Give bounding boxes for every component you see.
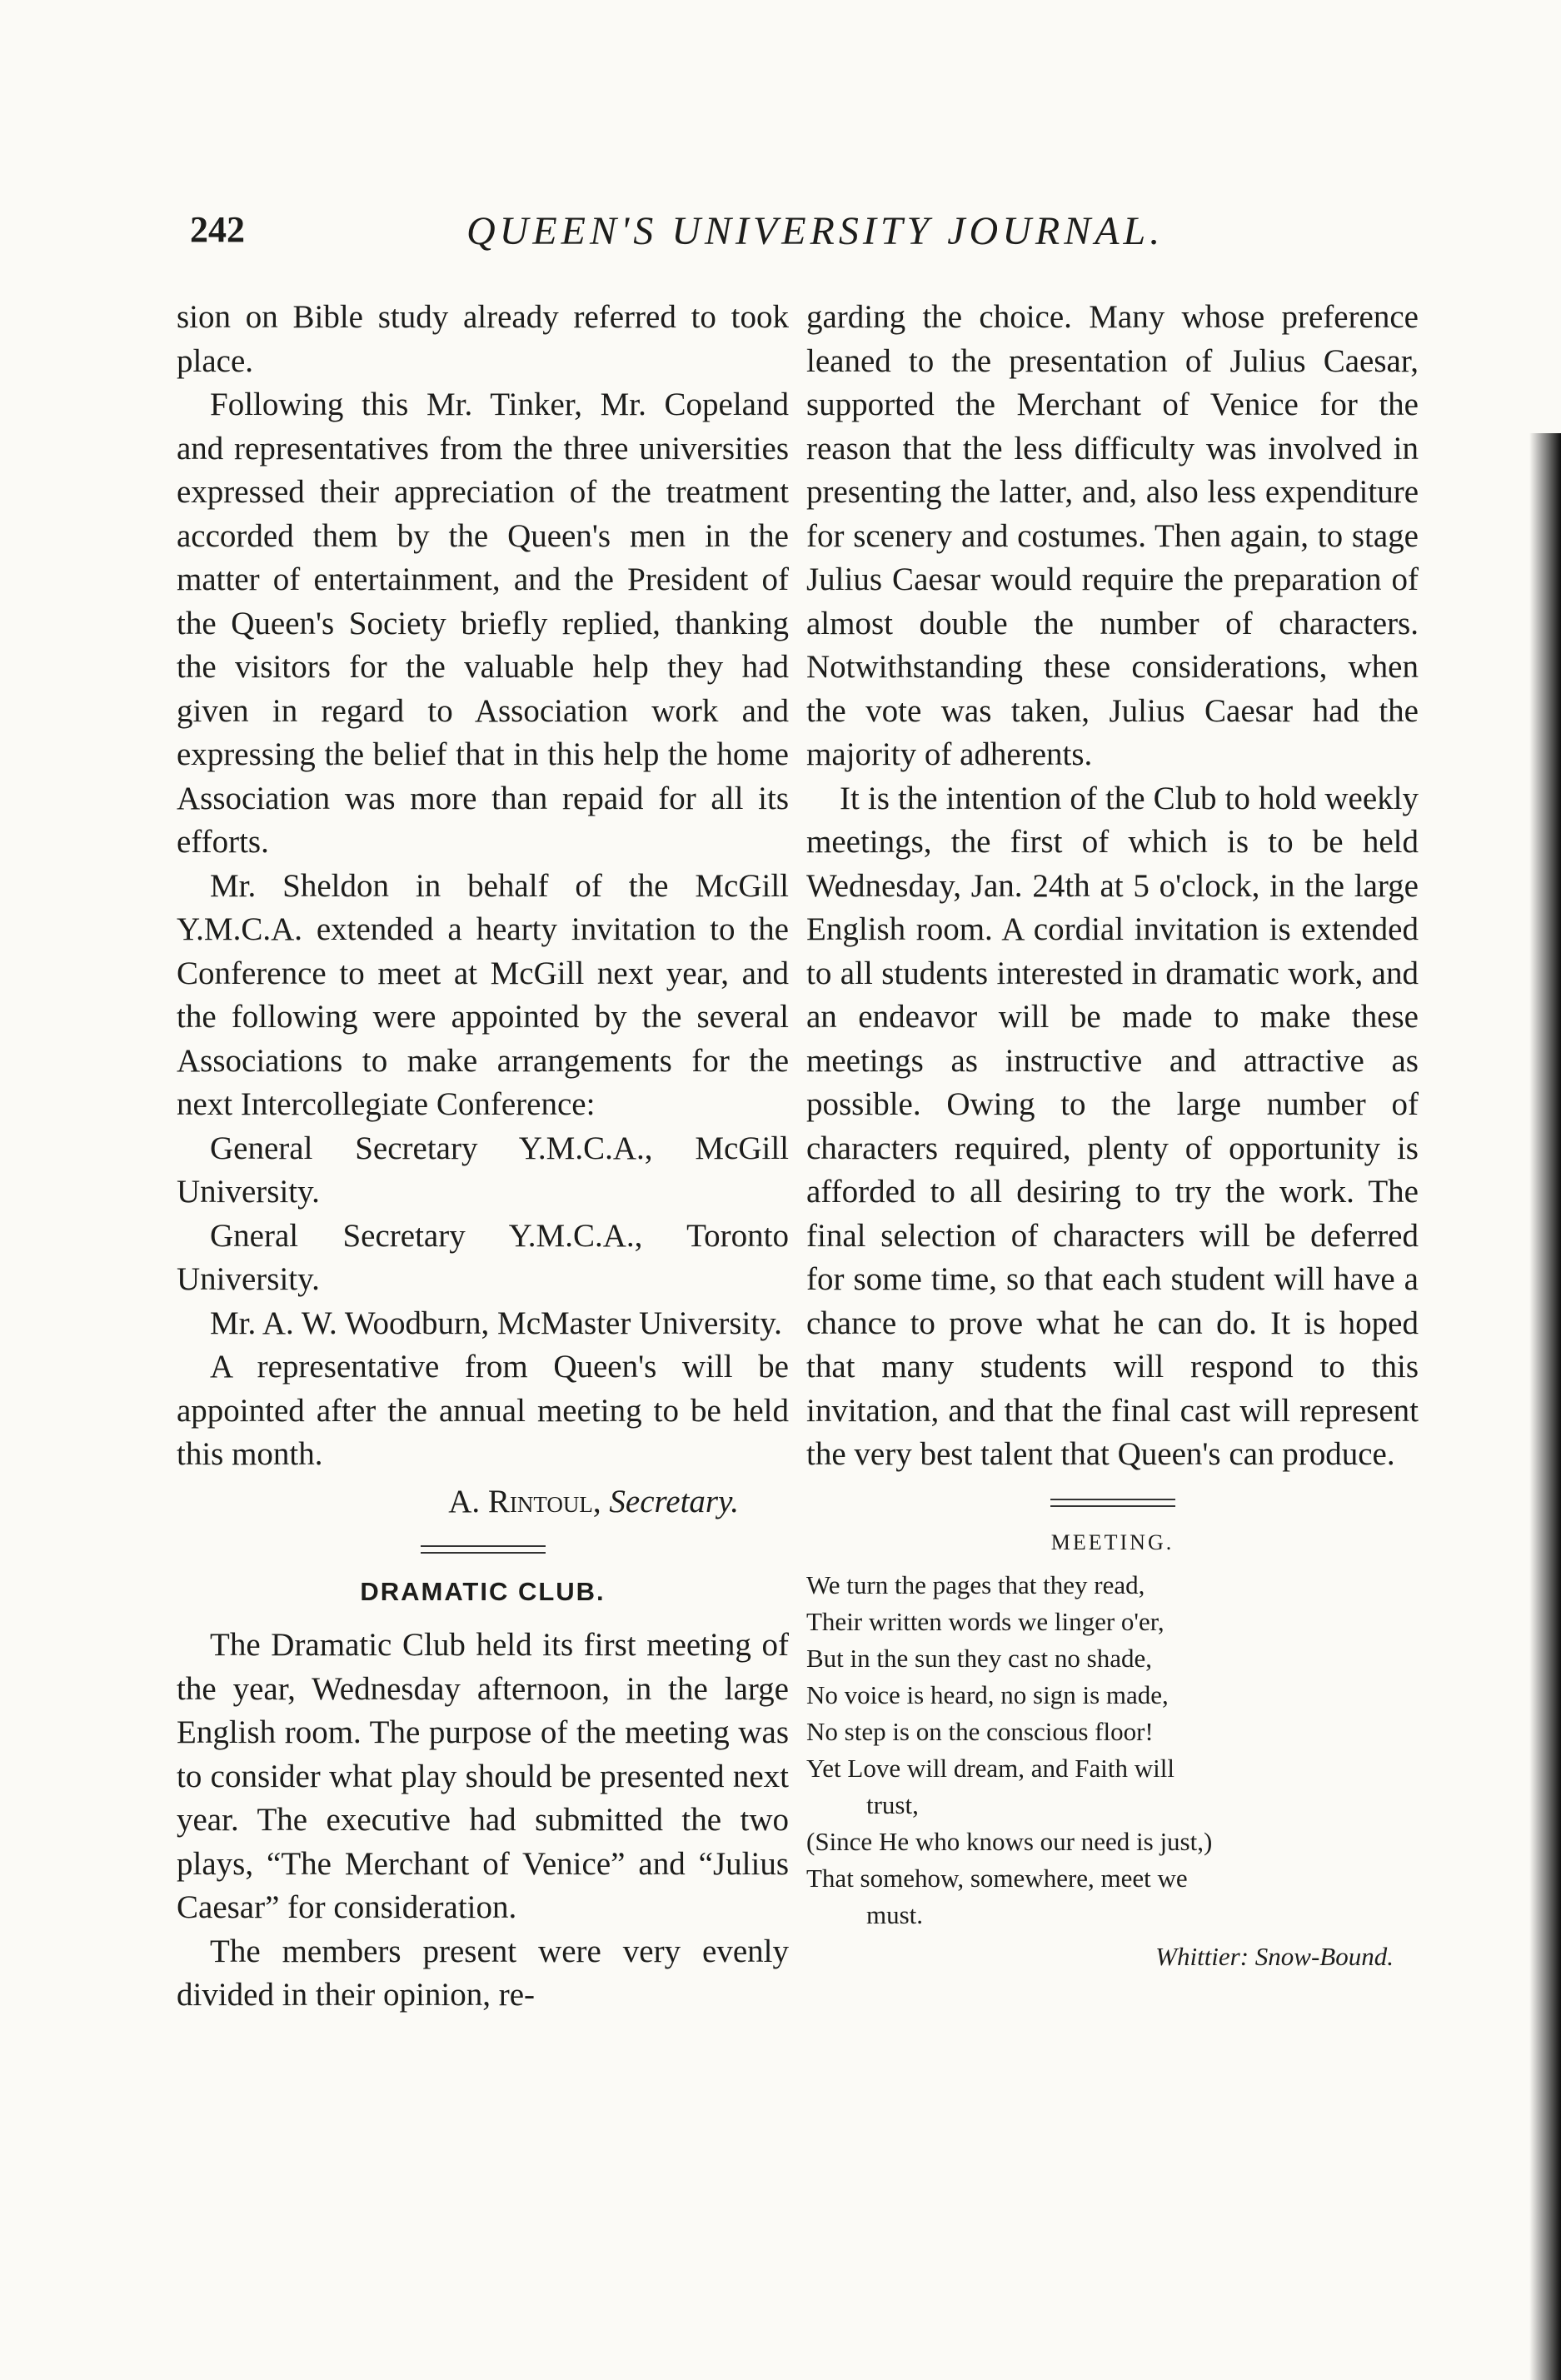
section-divider [1050, 1499, 1175, 1507]
paragraph: It is the intention of the Club to hold weekly meetings, the first of which is to be held Wednesday, Jan. 24th at 5 o'clock, in the large English room. A cordial invitation is extended to all students interested in dramatic work, and an endeavor will be made to make these meetings as instructive and attractive as possible. Owing to the large number of characters required, plenty of opportunity is afforded to all desiring to try the work. The final selection of characters will be deferred for some time, so that each student will have a chance to prove what he can do. It is hoped that many students will respond to this invitation, and that the final cast will represent the very best talent that Queen's can produce. [806, 780, 1419, 1472]
poem [806, 1530, 1419, 1972]
signature-name: Rintoul, [487, 1483, 601, 1519]
right-column [806, 296, 1419, 1972]
poem-line: No step is on the conscious floor! [806, 1716, 1154, 1746]
poem-line: We turn the pages that they read, [806, 1569, 1145, 1599]
paragraph: Mr. A. W. Woodburn, McMaster University. [210, 1305, 782, 1341]
left-column [177, 296, 789, 2018]
paragraph: Mr. Sheldon in behalf of the McGill Y.M.C.A. extended a hearty invitation to the Conference to meet at McGill next year, and the following were appointed by the several Associations to make arrangements for the next Intercollegiate Conference: [177, 867, 789, 1122]
poem-line: trust, [866, 1789, 919, 1819]
paragraph: Gneral Secretary Y.M.C.A., Toronto University. [177, 1217, 789, 1297]
section-title: DRAMATIC CLUB. [360, 1577, 606, 1606]
paragraph: The Dramatic Club held its first meeting of the year, Wednesday afternoon, in the large English room. The purpose of the meeting was to consider what play should be presented next year. The executive had submitted the two plays, “The Merchant of Venice” and “Julius Caesar” for consideration. [177, 1627, 789, 1925]
page-edge-shadow [1529, 433, 1561, 2380]
poem-line: Yet Love will dream, and Faith will [806, 1753, 1174, 1783]
section-divider [421, 1545, 546, 1554]
poem-line: That somehow, somewhere, meet we [806, 1863, 1188, 1893]
poem-line: (Since He who knows our need is just,) [806, 1826, 1213, 1856]
paragraph: The members present were very evenly divided in their opinion, re- [177, 1933, 789, 2013]
paragraph: Following this Mr. Tinker, Mr. Copeland and representatives from the three universities expressed their appreciation of the treatment accorded them by the Queen's men in the matter of entertainment, and the President of the Queen's Society briefly replied, thanking the visitors for the valuable help they had given in regard to Association work and expressing the belief that in this help the home Association was more than repaid for all its efforts. [177, 387, 789, 860]
signature [177, 1480, 789, 1524]
journal-title: QUEEN'S UNIVERSITY JOURNAL. [466, 209, 1165, 253]
poem-line: But in the sun they cast no shade, [806, 1643, 1152, 1673]
paragraph: General Secretary Y.M.C.A., McGill University. [177, 1130, 789, 1210]
signature-initial: A. [448, 1483, 481, 1519]
poem-attribution: Whittier: Snow-Bound. [1155, 1941, 1394, 1971]
page-number: 242 [190, 209, 245, 250]
poem-title: MEETING. [1050, 1529, 1174, 1554]
poem-line: No voice is heard, no sign is made, [806, 1679, 1169, 1709]
poem-line: must. [866, 1899, 924, 1929]
page-header [0, 208, 1561, 267]
paragraph: A representative from Queen's will be appointed after the annual meeting to be held this month. [177, 1349, 789, 1472]
paragraph: garding the choice. Many whose preference leaned to the presentation of Julius Caesar, supported the Merchant of Venice for the reason that the less difficulty was involved in presenting the latter, and, also less expenditure for scenery and costumes. Then again, to stage Julius Caesar would require the preparation of almost double the number of characters. Notwithstanding these considerations, when the vote was taken, Julius Caesar had the majority of adherents. [806, 299, 1419, 772]
signature-title: Secretary. [609, 1483, 739, 1519]
paragraph: sion on Bible study already referred to took place. [177, 299, 789, 379]
poem-line: Their written words we linger o'er, [806, 1606, 1165, 1636]
